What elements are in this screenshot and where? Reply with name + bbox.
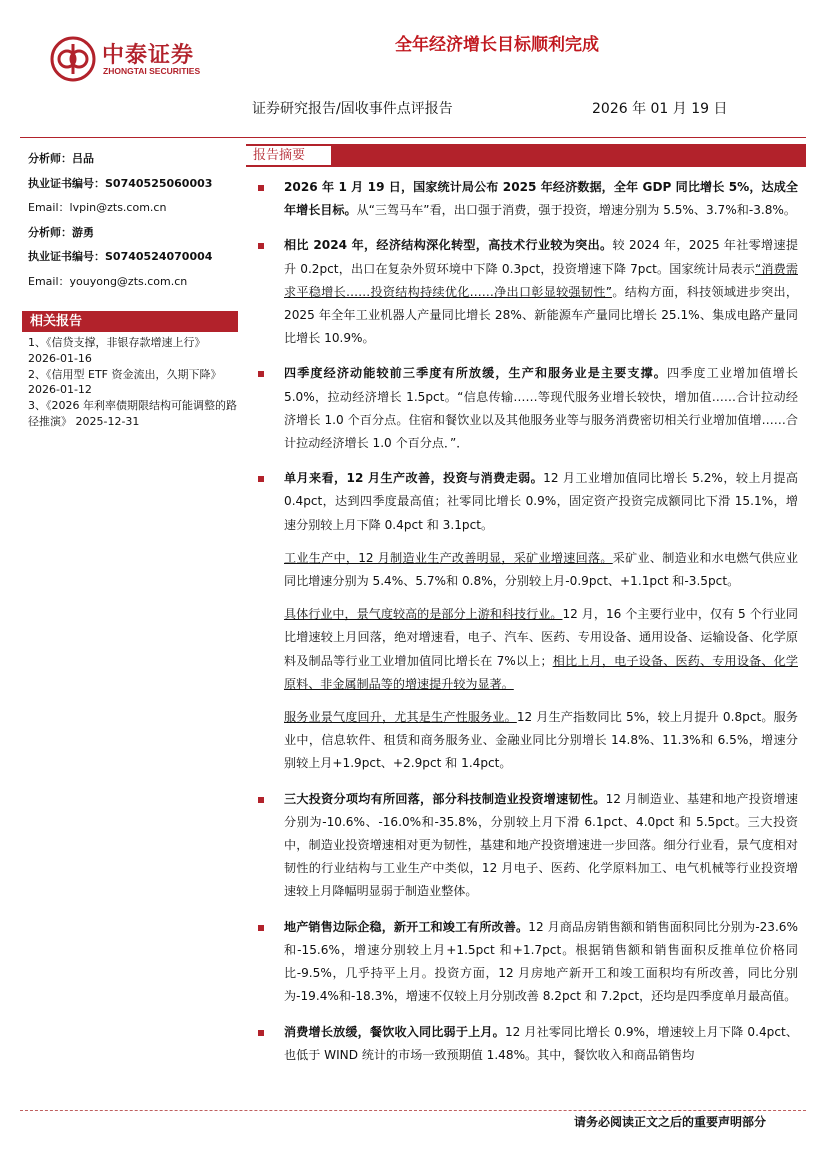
sub-headline: 具体行业中，景气度较高的是部分上游和科技行业。: [284, 607, 563, 622]
square-bullet-icon: [258, 1030, 264, 1036]
point-text: 较 2024 年，2025 年社零增速提升 0.2pct，出口在复杂外贸环境中下降 0.3pct，投资增速下降 7pct。国家统计局表示: [284, 238, 798, 276]
analyst-name: 吕品: [72, 152, 94, 165]
logo-chinese-name: 中泰证券: [102, 43, 195, 68]
related-reports-heading: 相关报告: [22, 311, 238, 332]
analyst-row: [28, 150, 238, 175]
sub-highlight: 相比上月，电子设备、医药、专用设备、化学原料、非金属制品等的增速提升较为显著。: [284, 653, 798, 691]
footer-disclaimer-notice: 请务必阅读正文之后的重要声明部分: [573, 1115, 766, 1129]
related-report-date: 2026-01-16: [28, 351, 92, 365]
cert-number: S0740525060003: [105, 176, 213, 190]
related-report-date: 2026-01-12: [28, 383, 92, 397]
sub-headline: 工业生产中，12 月制造业生产改善明显，采矿业增速回落。: [284, 550, 613, 565]
footer-divider: [20, 1110, 806, 1111]
sub-paragraph: [256, 603, 798, 696]
cert-row: [28, 248, 238, 273]
related-report-number: 1、: [28, 336, 46, 349]
analyst-label: 分析师：: [28, 225, 72, 239]
sub-text: 12 月，16 个主要行业中，仅有 5 个行业同比增速较上月回落，绝对增速看，电子、汽车、医药、专用设备、通用设备、运输设备、化学原料及制品等行业工业增加值同比增长在 7%以上；: [284, 607, 798, 668]
analyst-info: [28, 150, 238, 297]
point-headline: 地产销售边际企稳，新开工和竣工有所改善。: [284, 919, 529, 934]
email-address[interactable]: youyong@zts.com.cn: [69, 274, 188, 288]
related-report-item[interactable]: [28, 398, 240, 430]
point-headline: 单月来看，12 月生产改善，投资与消费走弱。: [284, 471, 544, 486]
related-report-number: 2、: [28, 367, 46, 381]
point-headline: 相比 2024 年，经济结构深化转型，高技术行业较为突出。: [284, 238, 613, 253]
cert-number: S0740524070004: [105, 250, 213, 263]
sub-paragraph: [256, 547, 798, 593]
summary-heading: 报告摘要: [246, 146, 331, 165]
point-text: 从“三驾马车”看，出口强于消费，强于投资，增速分别为 5.5%、3.7%和-3.8%。: [356, 203, 797, 218]
point-text: 四季度工业增加值增长 5.0%，拉动经济增长 1.5pct。“信息传输……等现代服务业增长较快，增加值……合计拉动经济增长 1.0 个百分点。住宿和餐饮业以及其他服务业等与服务消费密切相关行业增加值增……合计拉动经济增长 1.0 个百分点．”．: [284, 366, 798, 451]
email-row: [28, 273, 238, 298]
email-label: Email：: [28, 201, 70, 214]
related-report-date: 2025-12-31: [75, 414, 140, 428]
summary-body: [256, 176, 798, 1067]
summary-point: [256, 916, 798, 1009]
summary-point: [256, 1021, 798, 1067]
report-date: 2026 年 01 月 19 日: [592, 101, 728, 117]
analyst-label: 分析师：: [28, 152, 72, 165]
square-bullet-icon: [258, 243, 264, 249]
company-logo: [50, 36, 220, 86]
summary-point: [256, 362, 798, 455]
sub-text: 采矿业、制造业和水电燃气供应业同比增速分别为 5.4%、5.7%和 0.8%，分别较上月-0.9pct、+1.1pct 和-3.5pct。: [284, 550, 798, 589]
point-text: 12 月工业增加值同比增长 5.2%，较上月提高 0.4pct，达到四季度最高值；社零同比增长 0.9%，固定资产投资完成额同比下滑 15.1%，增速分别较上月下降 0.4pct 和 3.1pct。: [284, 471, 798, 532]
related-report-title: 《信用型 ETF 资金流出，久期下降》: [46, 367, 222, 381]
square-bullet-icon: [258, 185, 264, 191]
summary-point: [256, 234, 798, 350]
report-title: 全年经济增长目标顺利完成: [395, 35, 599, 55]
zhongtai-logo-icon: [50, 36, 96, 82]
quoted-statement: “消费需求平稳增长……投资结构持续优化……净出口彰显较强韧性”: [284, 261, 798, 299]
related-report-item[interactable]: [28, 367, 240, 399]
point-text: 。结构方面，科技领域进步突出，2025 年全年工业机器人产量同比增长 28%、新能源车产量同比增长 25.1%、集成电路产量同比增长 10.9%。: [284, 284, 798, 346]
point-headline: 三大投资分项均有所回落，部分科技制造业投资增速韧性。: [284, 791, 606, 806]
summary-point: [256, 467, 798, 537]
square-bullet-icon: [258, 797, 264, 803]
email-label: Email：: [28, 274, 70, 288]
summary-point: [256, 176, 798, 222]
related-report-item[interactable]: [28, 335, 240, 367]
report-type: 证券研究报告/固收事件点评报告: [252, 101, 453, 117]
summary-heading-bar: [246, 144, 806, 167]
related-report-title: 《2026 年利率债期限结构可能调整的路径推演》: [28, 399, 237, 428]
email-row: [28, 199, 238, 224]
point-text: 12 月社零同比增长 0.9%，增速较上月下降 0.4pct、也低于 WIND 统计的市场一致预期值 1.48%。其中，餐饮收入和商品销售均: [284, 1024, 798, 1062]
analyst-name: 游勇: [72, 225, 94, 239]
summary-point: [256, 788, 798, 904]
related-report-title: 《信贷支撑，非银存款增速上行》: [46, 336, 206, 349]
header-divider: [20, 137, 806, 138]
point-headline: 2026 年 1 月 19 日，国家统计局公布 2025 年经济数据，全年 GDP 同比增长 5%，达成全年增长目标。: [284, 180, 798, 218]
analyst-row: [28, 224, 238, 249]
logo-english-name: ZHONGTAI SECURITIES: [103, 66, 201, 76]
cert-row: [28, 175, 238, 200]
sub-headline: 服务业景气度回升，尤其是生产性服务业。: [284, 710, 517, 725]
sub-text: 12 月生产指数同比 5%，较上月提升 0.8pct。服务业中，信息软件、租赁和商务服务业、金融业同比分别增长 14.8%、11.3%和 6.5%，增速分别较上月+1.9pct、+2.9pct 和 1.4pct。: [284, 710, 798, 771]
square-bullet-icon: [258, 925, 264, 931]
sub-paragraph: [256, 706, 798, 776]
point-headline: 四季度经济动能较前三季度有所放缓，生产和服务业是主要支撑。: [284, 366, 668, 381]
square-bullet-icon: [258, 476, 264, 482]
square-bullet-icon: [258, 371, 264, 377]
point-text: 12 月商品房销售额和销售面积同比分别为-23.6%和-15.6%，增速分别较上月+1.5pct 和+1.7pct。根据销售额和销售面积反推单位价格同比-9.5%，几乎持平上月。投资方面，12 月房地产新开工和竣工面积均有所改善，同比分别为-19.4%和-18.3%，增速不仅较上月分别改善 8.2pct 和 7.2pct，还均是四季度单月最高值。: [284, 919, 798, 1004]
related-report-number: 3、: [28, 399, 46, 413]
cert-label: 执业证书编号：: [28, 250, 105, 263]
point-text: 12 月制造业、基建和地产投资增速分别为-10.6%、-16.0%和-35.8%，分别较上月下滑 6.1pct、4.0pct 和 5.5pct。三大投资中，制造业投资增速相对更为韧性，基建和地产投资增速进一步回落。细分行业看，景气度相对韧性的行业结构与工业生产中类似，12 月电子、医药、化学原料加工、电气机械等行业投资增速较上月降幅明显弱于制造业整体。: [284, 791, 798, 899]
point-headline: 消费增长放缓，餐饮收入同比弱于上月。: [284, 1024, 505, 1039]
email-address[interactable]: lvpin@zts.com.cn: [69, 201, 167, 214]
related-reports-list: [28, 335, 240, 430]
cert-label: 执业证书编号：: [28, 176, 105, 190]
